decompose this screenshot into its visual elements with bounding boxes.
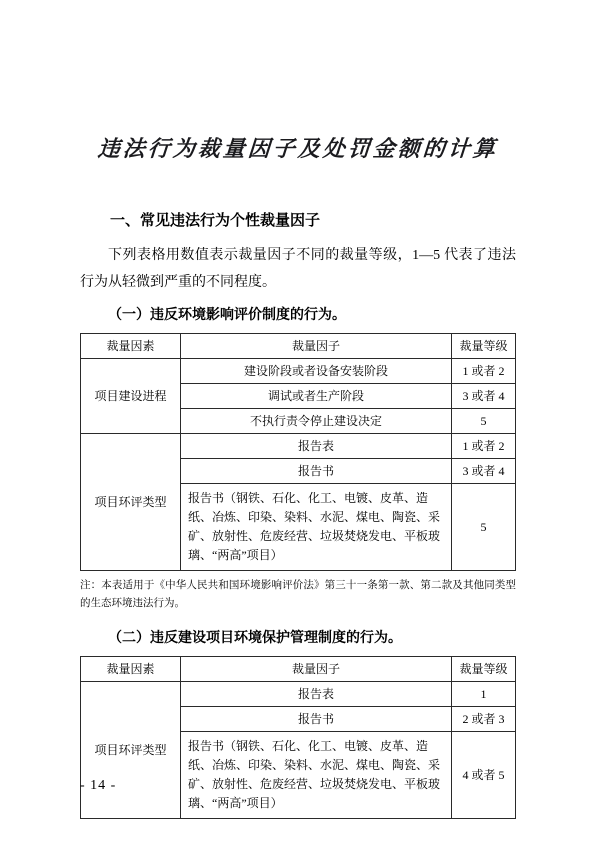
- table-row: [81, 359, 516, 384]
- table-row: [81, 682, 516, 707]
- level-cell: 5: [452, 409, 516, 434]
- intro-paragraph: 下列表格用数值表示裁量因子不同的裁量等级，1—5 代表了违法行为从轻微到严重的不同程度。: [80, 248, 516, 290]
- page-number: - 14 -: [80, 778, 117, 793]
- factor-cell: 项目环评类型: [81, 434, 181, 571]
- level-cell: 3 或者 4: [452, 384, 516, 409]
- item-cell-long: 报告书（钢铁、石化、化工、电镀、皮革、造纸、冶炼、印染、染料、水泥、煤电、陶瓷、采矿、放射性、危废经营、垃圾焚烧发电、平板玻璃、“两高”项目）: [181, 484, 452, 571]
- factor-cell: 项目建设进程: [81, 359, 181, 434]
- level-cell: 3 或者 4: [452, 459, 516, 484]
- item-cell-long: 报告书（钢铁、石化、化工、电镀、皮革、造纸、冶炼、印染、染料、水泥、煤电、陶瓷、采矿、放射性、危废经营、垃圾焚烧发电、平板玻璃、“两高”项目）: [181, 732, 452, 819]
- level-cell: 4 或者 5: [452, 732, 516, 819]
- level-cell: 1 或者 2: [452, 434, 516, 459]
- level-cell: 1 或者 2: [452, 359, 516, 384]
- item-cell: 报告书: [181, 459, 452, 484]
- level-cell: 1: [452, 682, 516, 707]
- factor-cell: 项目环评类型: [81, 682, 181, 819]
- table-1-note: 注：本表适用于《中华人民共和国环境影响评价法》第三十一条第一款、第二款及其他同类型的生态环境违法行为。: [80, 580, 516, 609]
- subsection-1-heading: （一）违反环境影响评价制度的行为。: [108, 308, 346, 323]
- table-1-header-row: [81, 334, 516, 359]
- table-1-header-level: 裁量等级: [452, 334, 516, 359]
- table-2-header-level: 裁量等级: [452, 657, 516, 682]
- table-row: [81, 434, 516, 459]
- table-1-header-item: 裁量因子: [181, 334, 452, 359]
- subsection-2-heading: （二）违反建设项目环境保护管理制度的行为。: [108, 631, 402, 646]
- level-cell: 2 或者 3: [452, 707, 516, 732]
- table-2: [80, 656, 516, 819]
- section-heading: 一、常见违法行为个性裁量因子: [110, 213, 321, 229]
- table-2-header-factor: 裁量因素: [81, 657, 181, 682]
- item-cell: 建设阶段或者设备安装阶段: [181, 359, 452, 384]
- item-cell: 不执行责令停止建设决定: [181, 409, 452, 434]
- table-1: [80, 333, 516, 571]
- level-cell: 5: [452, 484, 516, 571]
- item-cell: 报告表: [181, 682, 452, 707]
- table-2-header-item: 裁量因子: [181, 657, 452, 682]
- table-1-header-factor: 裁量因素: [81, 334, 181, 359]
- item-cell: 报告表: [181, 434, 452, 459]
- item-cell: 调试或者生产阶段: [181, 384, 452, 409]
- item-cell: 报告书: [181, 707, 452, 732]
- document-title: 违法行为裁量因子及处罚金额的计算: [97, 136, 499, 161]
- table-2-header-row: [81, 657, 516, 682]
